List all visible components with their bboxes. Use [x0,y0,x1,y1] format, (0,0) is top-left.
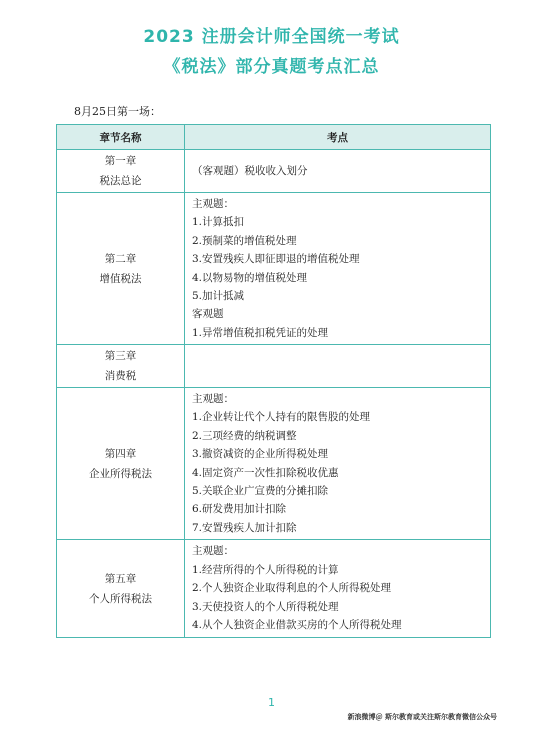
point-item: 1.企业转让代个人持有的限售股的处理 [192,411,371,424]
chapter-name: 税法总论 [99,175,142,187]
header-chapter: 章节名称 [57,125,185,150]
point-item: 6.研发费用加计扣除 [192,503,287,516]
point-item: 主观题： [192,197,234,210]
chapter-cell [57,193,185,345]
chapter-name: 企业所得税法 [89,467,152,480]
point-item: 1.异常增值税扣税凭证的处理 [192,326,329,339]
chapter-name: 个人所得税法 [89,592,152,605]
point-item: 4.固定资产一次性扣除税收优惠 [192,466,339,479]
chapter-cell [57,540,185,638]
chapter-number: 第一章 [104,155,137,167]
point-item: 4.以物易物的增值税处理 [192,271,308,284]
points-cell [185,345,491,388]
chapter-name: 消费税 [104,370,137,382]
points-cell [185,388,491,540]
point-item: 3.撤资减资的企业所得税处理 [192,448,329,461]
chapter-number: 第四章 [104,447,137,460]
chapter-cell [57,150,185,193]
document-title-line2: 《税法》部分真题考点汇总 [163,57,380,77]
point-item: 主观题： [192,545,234,558]
document-title-line1: 2023 注册会计师全国统一考试 [143,27,400,47]
chapter-number: 第二章 [104,252,137,265]
chapter-name: 增值税法 [99,272,142,285]
point-item: 5.加计抵减 [192,289,245,302]
points-cell [185,150,491,193]
point-item: 3.天使投资人的个人所得税处理 [192,600,339,613]
session-label: 8月25日第一场： [74,105,161,118]
point-item: 7.安置残疾人加计扣除 [192,521,297,534]
table-row [57,540,491,638]
point-item: 主观题： [192,392,234,405]
chapter-number: 第五章 [104,572,137,585]
point-item: 4.从个人独资企业借款买房的个人所得税处理 [192,619,402,632]
chapter-cell [57,388,185,540]
table-row [57,345,491,388]
point-item: 客观题 [192,308,224,321]
point-item: 1.经营所得的个人所得税的计算 [192,563,339,576]
point-item: 5.关联企业广宣费的分摊扣除 [192,484,329,497]
point-item: 2.三项经费的纳税调整 [192,429,297,442]
points-cell [185,193,491,345]
point-item: 2.个人独资企业取得利息的个人所得税处理 [192,582,392,595]
point-item: 2.预制菜的增值税处理 [192,234,297,247]
point-item: 1.计算抵扣 [192,216,245,229]
page-number: 1 [268,696,275,709]
point-item: 3.安置残疾人即征即退的增值税处理 [192,253,360,266]
table-row [57,388,491,540]
table-row [57,193,491,345]
chapter-cell [57,345,185,388]
chapter-number: 第三章 [104,350,137,362]
point-item: （客观题）税收收入划分 [192,164,308,177]
table-row [57,150,491,193]
header-points: 考点 [185,125,491,150]
footer-note: 新浪微博＠ 斯尔教育或关注斯尔教育微信公众号 [347,713,497,721]
table-header-row [57,125,491,150]
exam-points-table [56,124,491,638]
points-cell [185,540,491,638]
